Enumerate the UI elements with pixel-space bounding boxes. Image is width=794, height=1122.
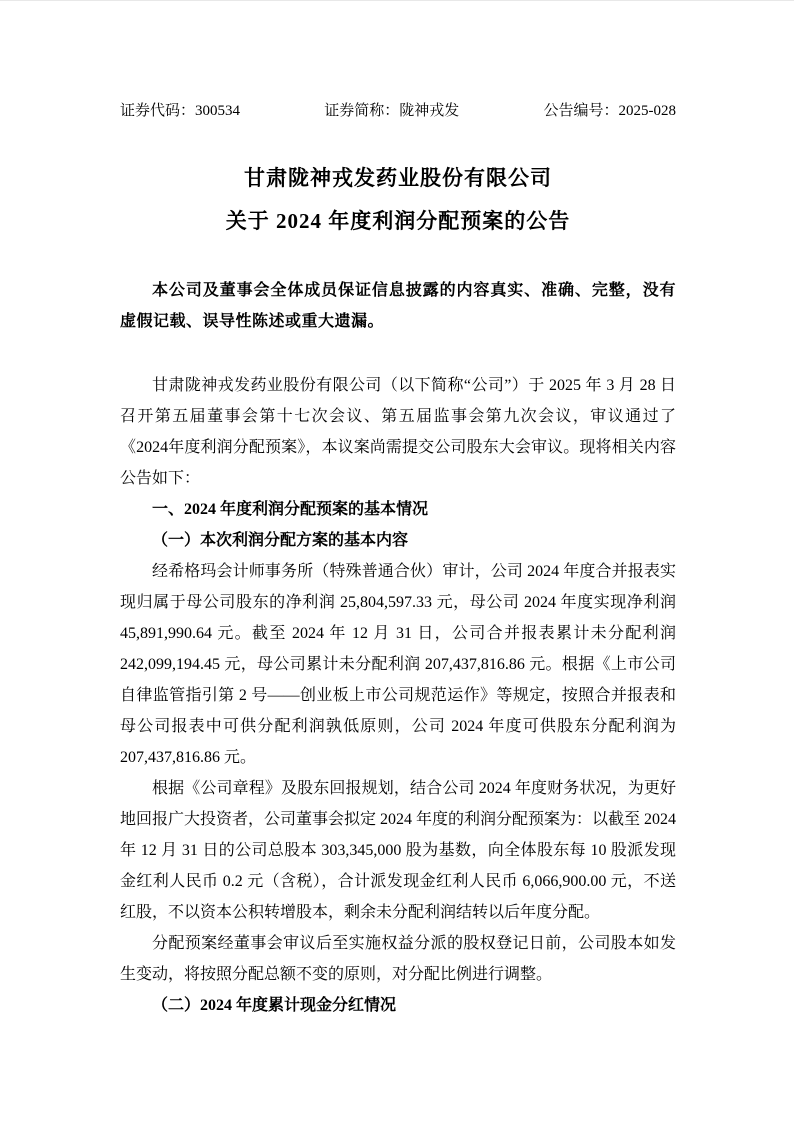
stock-code: 证券代码：300534 [120, 103, 241, 119]
document-header-row [120, 101, 676, 121]
audit-result-paragraph: 经希格玛会计师事务所（特殊普通合伙）审计，公司 2024 年度合并报表实现归属于母公司股东的净利润 25,804,597.33 元，母公司 2024 年度实现净利润 45,891,990.64 元。截至 2024 年 12 月 31 日，公司合并报表累计未分配利润 242,099,194.45 元，母公司累计未分配利润 207,437,816.86 元。根据《上市公司自律监管指引第 2 号——创业板上市公司规范运作》等规定，按照合并报表和母公司报表中可供分配利润孰低原则，公司 2024 年度可供股东分配利润为 207,437,816.86 元。 [120, 563, 676, 766]
company-name-title: 甘肃陇神戎发药业股份有限公司 [244, 166, 552, 190]
distribution-plan-paragraph: 根据《公司章程》及股东回报规划，结合公司 2024 年度财务状况，为更好地回报广大投资者，公司董事会拟定 2024 年度的利润分配预案为：以截至 2024 年 12 月 31 日的公司总股本 303,345,000 股为基数，向全体股东每 10 股派发现金红利人民币 0.2 元（含税），合计派发现金红利人民币 6,066,900.00 元，不送红股，不以资本公积转增股本，剩余未分配利润结转以后年度分配。 [120, 780, 677, 921]
announcement-subject-title: 关于 2024 年度利润分配预案的公告 [225, 209, 571, 233]
section-1-heading: 一、2024 年度利润分配预案的基本情况 [152, 501, 429, 518]
section-1-1-heading: （一）本次利润分配方案的基本内容 [152, 532, 409, 549]
intro-paragraph: 甘肃陇神戎发药业股份有限公司（以下简称“公司”）于 2025 年 3 月 28 日召开第五届董事会第十七次会议、第五届监事会第九次会议，审议通过了《2024年度利润分配预案》，本议案尚需提交公司股东大会审议。现将相关内容公告如下： [120, 377, 676, 487]
stock-abbr: 证券简称：陇神戎发 [324, 103, 460, 119]
title-block [120, 157, 676, 243]
adjustment-rule-paragraph: 分配预案经董事会审议后至实施权益分派的股权登记日前，公司股本如发生变动，将按照分配总额不变的原则，对分配比例进行调整。 [120, 935, 676, 983]
board-truthfulness-statement: 本公司及董事会全体成员保证信息披露的内容真实、准确、完整，没有虚假记载、误导性陈述或重大遗漏。 [120, 282, 676, 330]
announcement-number: 公告编号：2025-028 [543, 103, 676, 119]
section-1-2-heading: （二）2024 年度累计现金分红情况 [152, 997, 397, 1014]
